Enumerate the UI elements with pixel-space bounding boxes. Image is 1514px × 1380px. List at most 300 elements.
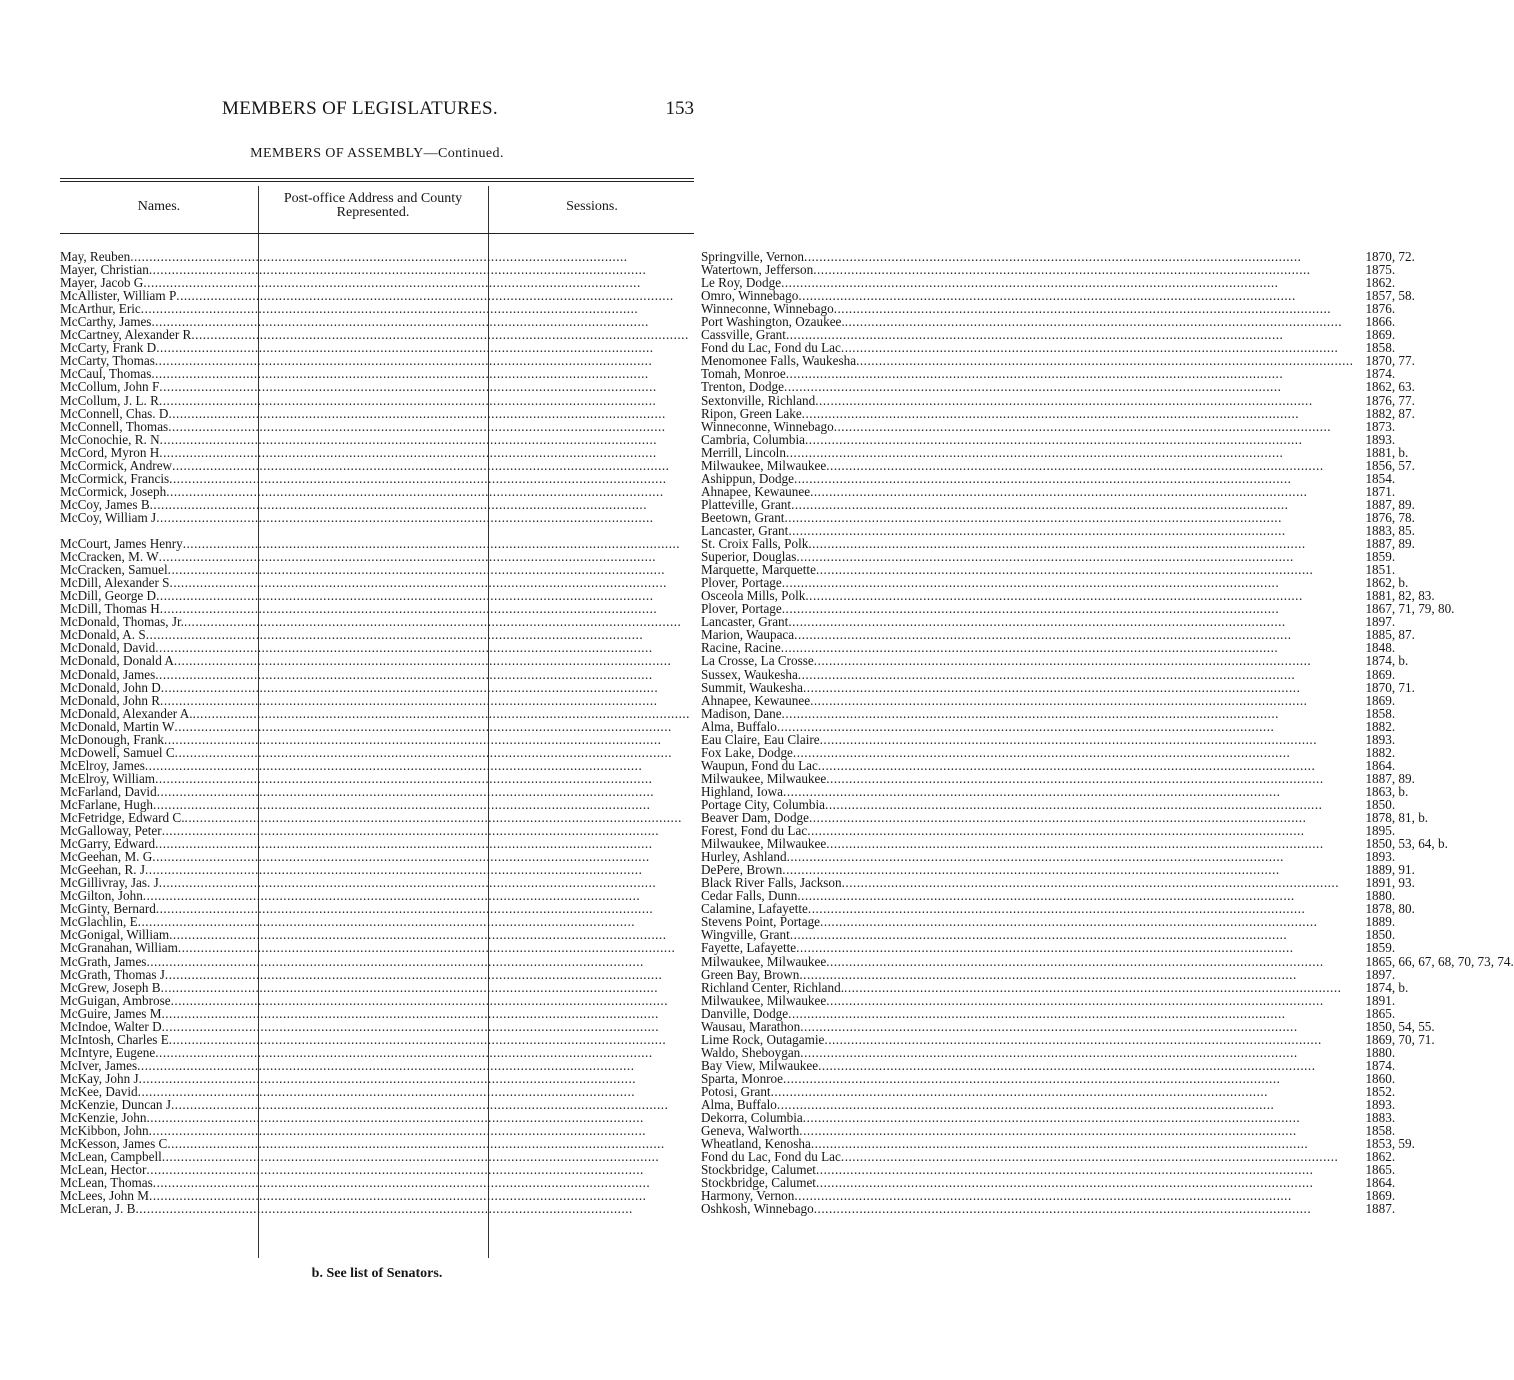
dot-leader (138, 915, 690, 928)
member-address-cell (692, 380, 1353, 393)
member-name: McDonald, Martin W (60, 718, 175, 734)
member-name-leader (60, 1163, 690, 1176)
dot-leader (162, 824, 690, 837)
member-name-leader (60, 1111, 690, 1124)
member-address: Sextonville, Richland (700, 392, 816, 408)
member-name-leader (60, 328, 690, 341)
member-address-leader (701, 289, 1353, 302)
member-address-leader (701, 1124, 1353, 1137)
member-address-leader (701, 837, 1353, 850)
member-address-leader (701, 380, 1353, 393)
member-address-leader (701, 1163, 1353, 1176)
member-name: McGeehan, M. G (60, 849, 153, 865)
member-name-cell (60, 772, 692, 785)
member-sessions: 1881, 82, 83. (1365, 588, 1435, 604)
member-address: Fox Lake, Dodge (700, 744, 793, 760)
member-address: Superior, Douglas (700, 549, 797, 565)
member-address-leader (701, 1007, 1353, 1020)
dot-leader (146, 1111, 690, 1124)
member-sessions: 1893. (1365, 731, 1396, 747)
member-name: McCoy, James B (60, 496, 150, 512)
member-sessions: 1887, 89. (1365, 496, 1415, 512)
member-sessions: 1893. (1365, 849, 1396, 865)
member-sessions: 1895. (1365, 823, 1396, 839)
dot-leader (816, 1163, 1353, 1176)
member-name-leader (60, 981, 690, 994)
dot-leader (155, 668, 690, 681)
member-address-cell (692, 707, 1353, 720)
running-title: MEMBERS OF LEGISLATURES. (222, 98, 498, 119)
member-name: McGalloway, Peter (60, 823, 162, 839)
member-sessions: 1869. (1365, 327, 1396, 343)
section-title: MEMBERS OF ASSEMBLY—Continued. (250, 146, 504, 161)
member-name: McDonald, James (60, 666, 156, 682)
member-address-leader (701, 641, 1353, 654)
member-address: Alma, Buffalo (700, 718, 777, 734)
dot-leader (162, 1150, 690, 1163)
dot-leader (856, 354, 1353, 367)
member-address: Black River Falls, Jackson (700, 875, 842, 891)
dot-leader (815, 394, 1353, 407)
member-sessions: 1880. (1365, 1044, 1396, 1060)
member-name: Mayer, Christian (60, 262, 149, 278)
member-name-leader (60, 994, 690, 1007)
member-address-cell (692, 1059, 1353, 1072)
dot-leader (824, 1033, 1353, 1046)
member-address-leader (701, 407, 1353, 420)
member-name-cell (60, 407, 692, 420)
table-row (60, 759, 1514, 772)
member-sessions: 1882. (1365, 744, 1396, 760)
member-sessions: 1871. (1365, 483, 1396, 499)
member-name-leader (60, 746, 690, 759)
member-address-leader (701, 654, 1353, 667)
member-address-leader (701, 811, 1353, 824)
header-rule (60, 233, 694, 234)
member-name-leader (60, 276, 690, 289)
member-name-leader (60, 863, 690, 876)
member-address: Fond du Lac, Fond du Lac (700, 340, 841, 356)
table-row (60, 394, 1514, 407)
member-address-cell (692, 785, 1353, 798)
member-name: McLees, John M (60, 1188, 150, 1204)
member-name: McGuigan, Ambrose (60, 992, 171, 1008)
member-address-leader (701, 785, 1353, 798)
member-address-leader (701, 668, 1353, 681)
member-address: Plover, Portage (700, 575, 782, 591)
dot-leader (841, 1150, 1354, 1163)
member-sessions: 1865. (1365, 1162, 1396, 1178)
member-name-cell (60, 968, 692, 981)
member-name-leader (60, 785, 690, 798)
dot-leader (169, 1033, 690, 1046)
member-sessions: 1864. (1365, 1175, 1396, 1191)
member-sessions: 1876, 78. (1365, 509, 1415, 525)
member-name-leader (60, 394, 690, 407)
member-sessions: 1863, b. (1365, 783, 1409, 799)
member-name: McCaul, Thomas (60, 366, 152, 382)
dot-leader (799, 968, 1353, 981)
member-name: McGlachlin, E (60, 914, 138, 930)
column-header-names: Names. (137, 199, 181, 214)
member-address: Bay View, Milwaukee (700, 1057, 819, 1073)
member-address-leader (701, 354, 1353, 367)
member-name: McFarland, David (60, 783, 157, 799)
member-name-leader (60, 615, 690, 628)
dot-leader (782, 863, 1353, 876)
dot-leader (810, 694, 1353, 707)
member-sessions: 1862, b. (1365, 575, 1409, 591)
member-address: Menomonee Falls, Waukesha (700, 353, 857, 369)
member-name: McCarty, Frank D (60, 340, 157, 356)
member-sessions: 1876. (1365, 301, 1396, 317)
member-address: Ripon, Green Lake (700, 405, 802, 421)
member-name: McGinty, Bernard (60, 901, 156, 917)
member-name-leader (60, 511, 690, 524)
member-name-leader (60, 654, 690, 667)
member-address-leader (701, 850, 1353, 863)
member-name: McLean, Hector (60, 1162, 147, 1178)
member-name-cell (60, 485, 692, 498)
member-name-leader (60, 759, 690, 772)
member-name-leader (60, 498, 690, 511)
dot-leader (777, 1098, 1354, 1111)
member-name-leader (60, 1085, 690, 1098)
dot-leader (146, 1163, 690, 1176)
member-address: Fayette, Lafayette (700, 940, 797, 956)
member-address-leader (701, 576, 1353, 589)
table-row (60, 681, 1514, 694)
member-sessions: 1897. (1365, 966, 1396, 982)
table-row (60, 446, 1514, 459)
member-sessions: 1857, 58. (1365, 288, 1415, 304)
member-sessions: 1874. (1365, 366, 1396, 382)
member-address-leader (701, 1137, 1353, 1150)
member-name-leader (60, 837, 690, 850)
member-address-cell (692, 733, 1353, 746)
member-name: McIndoe, Walter D (60, 1018, 162, 1034)
member-address: Lancaster, Grant (700, 522, 789, 538)
member-address-leader (701, 263, 1353, 276)
member-address-cell (692, 446, 1353, 459)
member-name: McKibbon, John (60, 1123, 149, 1139)
member-address: Stockbridge, Calumet (700, 1175, 816, 1191)
member-address-leader (701, 941, 1353, 954)
member-name: McDowell, Samuel C (60, 744, 175, 760)
dot-leader (152, 850, 690, 863)
member-name-cell (60, 394, 692, 407)
member-name-leader (60, 576, 690, 589)
member-sessions: 1869, 70, 71. (1365, 1031, 1435, 1047)
member-name-cell (60, 994, 692, 1007)
member-name-leader (60, 1202, 690, 1215)
member-name: McConnell, Chas. D (60, 405, 169, 421)
dot-leader (808, 537, 1353, 550)
member-address: Platteville, Grant (700, 496, 792, 512)
member-address: Danville, Dodge (700, 1005, 789, 1021)
member-name-leader (60, 1033, 690, 1046)
member-name-leader (60, 459, 690, 472)
dot-leader (143, 889, 690, 902)
member-address-leader (701, 1059, 1353, 1072)
member-sessions-cell (1353, 1202, 1513, 1215)
dot-leader (166, 485, 690, 498)
dot-leader (782, 576, 1354, 589)
member-address: Ashippun, Dodge (700, 470, 795, 486)
dot-leader (802, 407, 1354, 420)
dot-leader (796, 941, 1353, 954)
member-sessions: 1852. (1365, 1084, 1396, 1099)
member-address: Milwaukee, Milwaukee (700, 953, 827, 969)
dot-leader (841, 341, 1354, 354)
member-name-cell (60, 1202, 692, 1215)
table-row (60, 380, 1514, 393)
member-address: Summit, Waukesha (700, 679, 803, 695)
member-name-leader (60, 1020, 690, 1033)
member-sessions: 1862. (1365, 275, 1396, 291)
dot-leader (168, 563, 690, 576)
member-address: Milwaukee, Milwaukee (700, 457, 827, 473)
member-sessions: 1850, 54, 55. (1365, 1018, 1435, 1034)
table-row (60, 720, 1514, 733)
member-sessions: 1851. (1365, 562, 1396, 578)
member-sessions: 1870, 72. (1365, 249, 1415, 264)
dot-leader (161, 1007, 690, 1020)
dot-leader (797, 889, 1353, 902)
member-sessions: 1859. (1365, 549, 1396, 565)
dot-leader (810, 485, 1353, 498)
member-name-leader (60, 628, 690, 641)
member-name-leader (60, 1189, 690, 1202)
member-address-leader (701, 1072, 1353, 1085)
member-name-leader (60, 446, 690, 459)
member-address-leader (701, 772, 1353, 785)
member-name-leader (60, 302, 690, 315)
member-address: Cambria, Columbia (700, 431, 805, 447)
table-row (60, 485, 1514, 498)
member-name-leader (60, 955, 690, 968)
member-name-leader (60, 407, 690, 420)
member-sessions: 1878, 80. (1365, 901, 1415, 917)
member-address-leader (701, 367, 1353, 380)
dot-leader (167, 1137, 690, 1150)
member-address-leader (701, 1176, 1353, 1189)
member-name-cell (60, 733, 692, 746)
table-row (60, 733, 1514, 746)
member-address-leader (701, 550, 1353, 563)
member-name-leader (60, 472, 690, 485)
member-name: McCourt, James Henry (60, 536, 183, 552)
dot-leader (155, 837, 690, 850)
member-sessions: 1887, 89. (1365, 536, 1415, 552)
member-name: McDonald, John D (60, 679, 161, 695)
member-name: McKee, David (60, 1084, 138, 1099)
dot-leader (159, 380, 690, 393)
member-address: Cassville, Grant (700, 327, 786, 343)
member-name-leader (60, 641, 690, 654)
member-address: Port Washington, Ozaukee. (700, 314, 845, 330)
member-sessions: 1870, 77. (1365, 353, 1415, 369)
member-name: McKenzie, John (60, 1110, 147, 1126)
member-name-leader (60, 550, 690, 563)
member-name-leader (60, 367, 690, 380)
member-name-cell (60, 785, 692, 798)
dot-leader (138, 1085, 690, 1098)
dot-leader (155, 1046, 690, 1059)
table-row (60, 955, 1514, 968)
member-address: Richland Center, Richland. (700, 979, 845, 995)
member-name-leader (60, 1098, 690, 1111)
member-name: McDill, Alexander S (60, 575, 170, 591)
member-name-cell (60, 720, 692, 733)
member-sessions: 1869. (1365, 666, 1396, 682)
member-address-leader (701, 276, 1353, 289)
member-address-leader (701, 394, 1353, 407)
member-address: Portage City, Columbia (700, 796, 826, 812)
member-name: McKenzie, Duncan J (60, 1097, 171, 1113)
dot-leader (193, 707, 690, 720)
dot-leader (143, 276, 690, 289)
member-name: McDonald, John R (60, 692, 161, 708)
page-number: 153 (665, 98, 694, 119)
member-address-leader (701, 1150, 1353, 1163)
member-address-cell (692, 994, 1353, 1007)
member-address: Madison, Dane (700, 705, 782, 721)
member-sessions: 1858. (1365, 1123, 1396, 1139)
dot-leader (784, 380, 1353, 393)
member-address: Harmony, Vernon (700, 1188, 795, 1204)
column-header-sessions: Sessions. (566, 199, 618, 214)
member-name: McCarthy, James (60, 314, 152, 330)
member-address-leader (701, 707, 1353, 720)
member-name-leader (60, 589, 690, 602)
dot-leader (845, 315, 1354, 328)
member-address: Winneconne, Winnebago (700, 301, 834, 317)
member-address: Milwaukee, Milwaukee (700, 836, 827, 852)
footnote: b. See list of Senators. (311, 1266, 443, 1281)
member-sessions: 1883. (1365, 1110, 1396, 1126)
member-address-leader (701, 928, 1353, 941)
member-sessions: 1882. (1365, 718, 1396, 734)
member-name-leader (60, 250, 690, 263)
member-name-cell (60, 1033, 692, 1046)
dot-leader (151, 367, 690, 380)
dot-leader (159, 394, 690, 407)
member-sessions: 1893. (1365, 1097, 1396, 1113)
member-sessions: 1850, 53, 64, b. (1365, 836, 1448, 852)
member-sessions: 1864. (1365, 757, 1396, 773)
member-address-leader (701, 968, 1353, 981)
table-row (60, 1007, 1514, 1020)
member-name-leader (60, 798, 690, 811)
member-name-leader (60, 537, 690, 550)
member-address-leader (701, 328, 1353, 341)
table-row (60, 407, 1514, 420)
member-name: McIver, James (60, 1057, 138, 1073)
member-sessions: 1889, 91. (1365, 862, 1415, 878)
member-name: McKay, John J (60, 1070, 139, 1086)
dot-leader (150, 498, 690, 511)
dot-leader (153, 798, 690, 811)
member-address-leader (701, 1033, 1353, 1046)
member-address-leader (701, 420, 1353, 433)
member-sessions: 1850. (1365, 927, 1396, 943)
member-address-cell (692, 1202, 1353, 1215)
table-row (60, 498, 1514, 511)
member-name-leader (60, 1176, 690, 1189)
member-name-leader (60, 1150, 690, 1163)
member-name: McDonald, Alexander A. (60, 705, 193, 721)
member-address-leader (701, 759, 1353, 772)
member-address-leader (701, 1046, 1353, 1059)
dot-leader (805, 589, 1353, 602)
member-address-cell (692, 433, 1353, 446)
member-address-leader (701, 459, 1353, 472)
member-name: McCartney, Alexander R (60, 327, 192, 343)
member-address-cell (692, 394, 1353, 407)
member-address-leader (701, 824, 1353, 837)
member-name-leader (60, 315, 690, 328)
member-name-leader (60, 824, 690, 837)
member-name-cell (60, 420, 692, 433)
member-sessions: 1887. (1365, 1201, 1396, 1217)
member-sessions: 1869. (1365, 692, 1396, 708)
member-name: McCormick, Joseph (60, 483, 167, 499)
dot-leader (169, 928, 690, 941)
member-address-cell (692, 772, 1353, 785)
dot-leader (171, 1098, 690, 1111)
dot-leader (781, 641, 1354, 654)
dot-leader (814, 654, 1354, 667)
dot-leader (156, 589, 690, 602)
member-address-leader (701, 250, 1353, 263)
member-name-leader (60, 1137, 690, 1150)
member-sessions: 1858. (1365, 705, 1396, 721)
member-name-cell (60, 668, 692, 681)
dot-leader (159, 876, 690, 889)
member-address: Milwaukee, Milwaukee (700, 992, 827, 1008)
dot-leader (844, 981, 1353, 994)
member-address: St. Croix Falls, Polk (700, 536, 809, 552)
member-address-cell (692, 941, 1353, 954)
member-name-leader (60, 263, 690, 276)
member-sessions: 1856, 57. (1365, 457, 1415, 473)
table-row (60, 772, 1514, 785)
member-address-cell (692, 681, 1353, 694)
member-sessions: 1866. (1365, 314, 1396, 330)
dot-leader (794, 1189, 1353, 1202)
member-address: Watertown, Jefferson (700, 262, 814, 278)
member-address-leader (701, 1111, 1353, 1124)
dot-leader (161, 681, 690, 694)
member-sessions: 1880. (1365, 888, 1396, 904)
dot-leader (155, 354, 690, 367)
member-address-leader (701, 537, 1353, 550)
member-name: McLean, Thomas (60, 1175, 153, 1191)
member-address-leader (701, 798, 1353, 811)
member-name-leader (60, 889, 690, 902)
member-sessions: 1862, 63. (1365, 379, 1415, 395)
member-address-leader (701, 1098, 1353, 1111)
member-name: McArthur, Eric (60, 301, 141, 317)
dot-leader (818, 1059, 1353, 1072)
dot-leader (149, 1189, 690, 1202)
dot-leader (782, 707, 1354, 720)
member-address-cell (692, 1007, 1353, 1020)
member-address-cell (692, 746, 1353, 759)
member-address: Milwaukee, Milwaukee (700, 770, 827, 786)
member-name-leader (60, 902, 690, 915)
